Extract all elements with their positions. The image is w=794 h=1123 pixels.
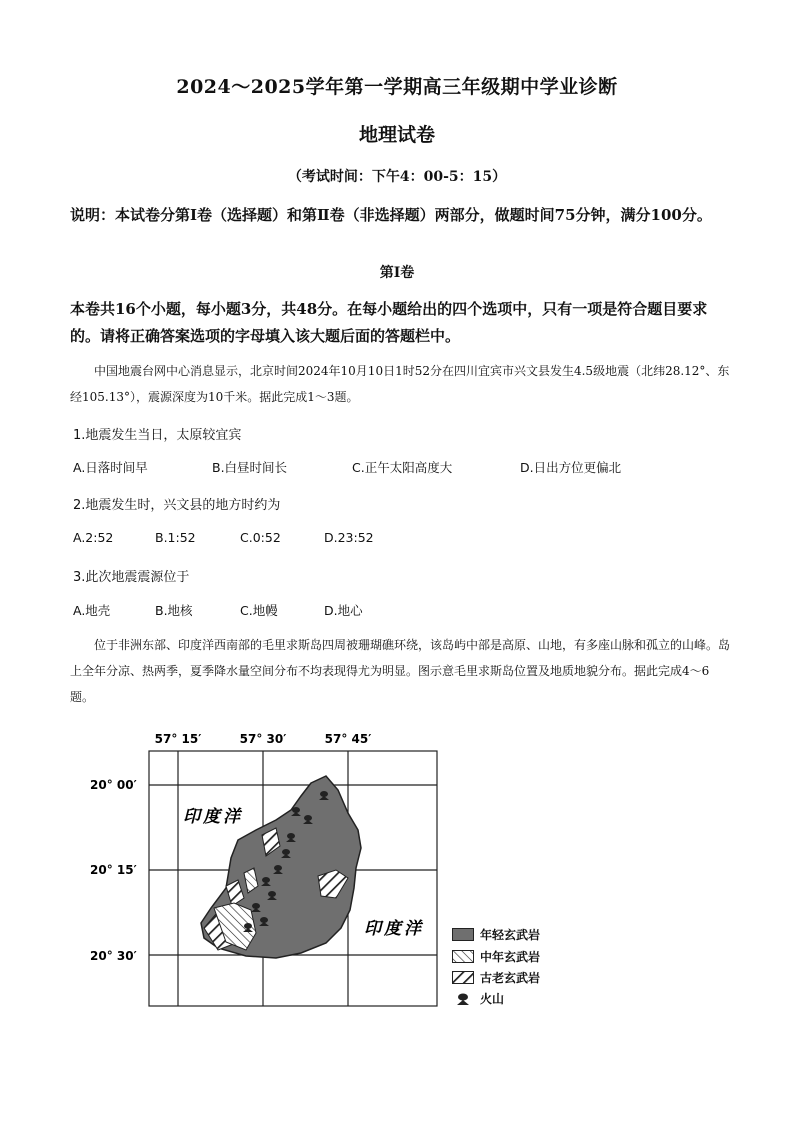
question-1-stem: 1.地震发生当日，太原较宜宾 [73, 428, 242, 443]
exam-note: 说明：本试卷分第Ⅰ卷（选择题）和第Ⅱ卷（非选择题）两部分，做题时间75分钟，满分100分。 [70, 206, 712, 224]
q2-option-a: A.2:52 [73, 530, 114, 545]
q3-option-d: D.地心 [324, 603, 363, 618]
q2-option-c: C.0:52 [240, 530, 281, 545]
lon-label-2: 57° 30′ [239, 732, 287, 746]
solid-gray-swatch [452, 928, 474, 941]
q1-option-b: B.白昼时间长 [212, 460, 288, 475]
legend-old-basalt [452, 969, 540, 986]
lat-label-3: 20° 30′ [90, 949, 137, 963]
material-earthquake: 中国地震台网中心消息显示，北京时间2024年10月10日1时52分在四川宜宾市兴文县发生4.5级地震（北纬28.12°、东经105.13°），震源深度为10千米。据此完成1～3题。 [70, 364, 730, 404]
ocean-label-west: 印度洋 [183, 807, 243, 827]
legend-label: 古老玄武岩 [480, 971, 541, 985]
part-one-instructions: 本卷共16个小题，每小题3分，共48分。在每小题给出的四个选项中，只有一项是符合题目要求的。请将正确答案选项的字母填入该大题后面的答题栏中。 [70, 300, 708, 345]
q1-option-c: C.正午太阳高度大 [352, 460, 453, 475]
q3-option-a: A.地壳 [73, 603, 111, 618]
legend-label: 年轻玄武岩 [480, 928, 541, 942]
question-2-stem: 2.地震发生时，兴文县的地方时约为 [73, 498, 281, 513]
question-3-stem: 3.此次地震震源位于 [73, 570, 190, 585]
legend-volcano [452, 990, 504, 1007]
lon-label-3: 57° 45′ [324, 732, 372, 746]
ocean-label-east: 印度洋 [364, 919, 424, 939]
material-mauritius: 位于非洲东部、印度洋西南部的毛里求斯岛四周被珊瑚礁环绕，该岛屿中部是高原、山地，有多座山脉和孤立的山峰。岛上全年分凉、热两季，夏季降水量空间分布不均表现得尤为明显。图示意毛里求斯岛位置及地质地貌分布。据此完成4～6题。 [70, 638, 731, 704]
legend-young-basalt [452, 926, 540, 943]
thin-hatch-swatch [452, 950, 474, 963]
thick-hatch-swatch [452, 971, 474, 984]
subject-title: 地理试卷 [358, 124, 435, 146]
lat-label-1: 20° 00′ [90, 778, 137, 792]
part-one-label: 第Ⅰ卷 [379, 265, 415, 281]
lat-label-2: 20° 15′ [90, 863, 137, 877]
lon-label-1: 57° 15′ [154, 732, 202, 746]
exam-title: 2024～2025学年第一学期高三年级期中学业诊断 [176, 76, 618, 98]
legend-middle-basalt [452, 948, 540, 965]
volcano-icon [452, 992, 474, 1006]
q3-option-c: C.地幔 [240, 603, 278, 618]
legend-label: 火山 [480, 992, 505, 1006]
q1-option-a: A.日落时间早 [73, 460, 148, 475]
q1-option-d: D.日出方位更偏北 [520, 460, 622, 475]
exam-time: （考试时间：下午4：00-5：15） [287, 169, 507, 185]
q2-option-b: B.1:52 [155, 530, 196, 545]
q3-option-b: B.地核 [155, 603, 193, 618]
legend-label: 中年玄武岩 [480, 950, 541, 964]
q2-option-d: D.23:52 [324, 530, 374, 545]
